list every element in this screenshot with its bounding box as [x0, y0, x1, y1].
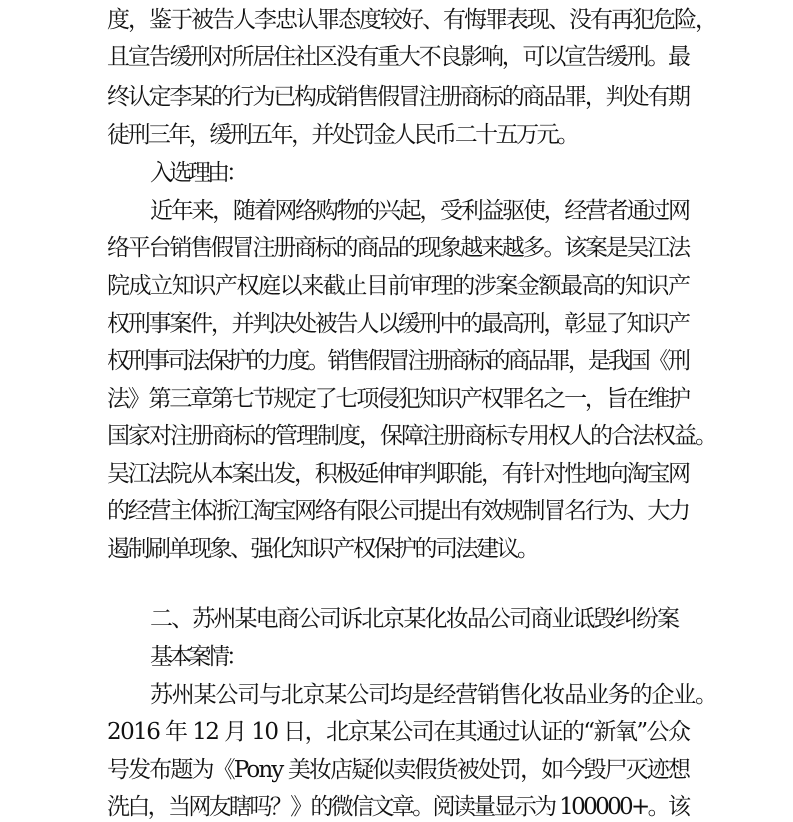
document-line: 基本案情：	[150, 644, 245, 670]
document-line: 洗白，当网友瞎吗？》的微信文章。阅读量显示为 100000+。该	[107, 794, 689, 820]
document-line: 权刑事司法保护的力度。销售假冒注册商标的商品罪，是我国《刑	[107, 348, 689, 374]
document-line: 徒刑三年，缓刑五年，并处罚金人民币二十五万元。	[107, 122, 578, 148]
document-line: 2016 年 12 月 10 日，北京某公司在其通过认证的“新氧”公众	[107, 719, 690, 745]
document-line: 入选理由：	[150, 160, 245, 186]
document-line: 络平台销售假冒注册商标的商品的现象越来越多。该案是吴江法	[107, 235, 689, 261]
document-line: 号发布题为《Pony 美妆店疑似卖假货被处罚，如今毁尸灭迹想	[107, 757, 690, 783]
document-line: 苏州某公司与北京某公司均是经营销售化妆品业务的企业。	[150, 682, 717, 708]
document-line: 且宣告缓刑对所居住社区没有重大不良影响，可以宣告缓刑。最	[107, 44, 689, 70]
document-line: 吴江法院从本案出发，积极延伸审判职能，有针对性地向淘宝网	[107, 461, 689, 487]
document-line: 遏制刷单现象、强化知识产权保护的司法建议。	[107, 536, 538, 562]
document-line: 的经营主体浙江淘宝网络有限公司提出有效规制冒名行为、大力	[107, 498, 689, 524]
document-line: 权刑事案件，并判决处被告人以缓刑中的最高刑，彰显了知识产	[107, 311, 689, 337]
document-line: 二、苏州某电商公司诉北京某化妆品公司商业诋毁纠纷案	[150, 606, 679, 632]
document-line: 度，鉴于被告人李忠认罪态度较好、有悔罪表现、没有再犯危险，	[107, 7, 716, 33]
document-line: 院成立知识产权庭以来截止目前审理的涉案金额最高的知识产	[107, 273, 690, 299]
document-line: 近年来，随着网络购物的兴起，受利益驱使，经营者通过网	[150, 198, 689, 224]
document-line: 法》第三章第七节规定了七项侵犯知识产权罪名之一，旨在维护	[107, 386, 689, 412]
document-line: 国家对注册商标的管理制度，保障注册商标专用权人的合法权益。	[107, 423, 716, 449]
document-line: 终认定李某的行为已构成销售假冒注册商标的商品罪，判处有期	[107, 84, 689, 110]
